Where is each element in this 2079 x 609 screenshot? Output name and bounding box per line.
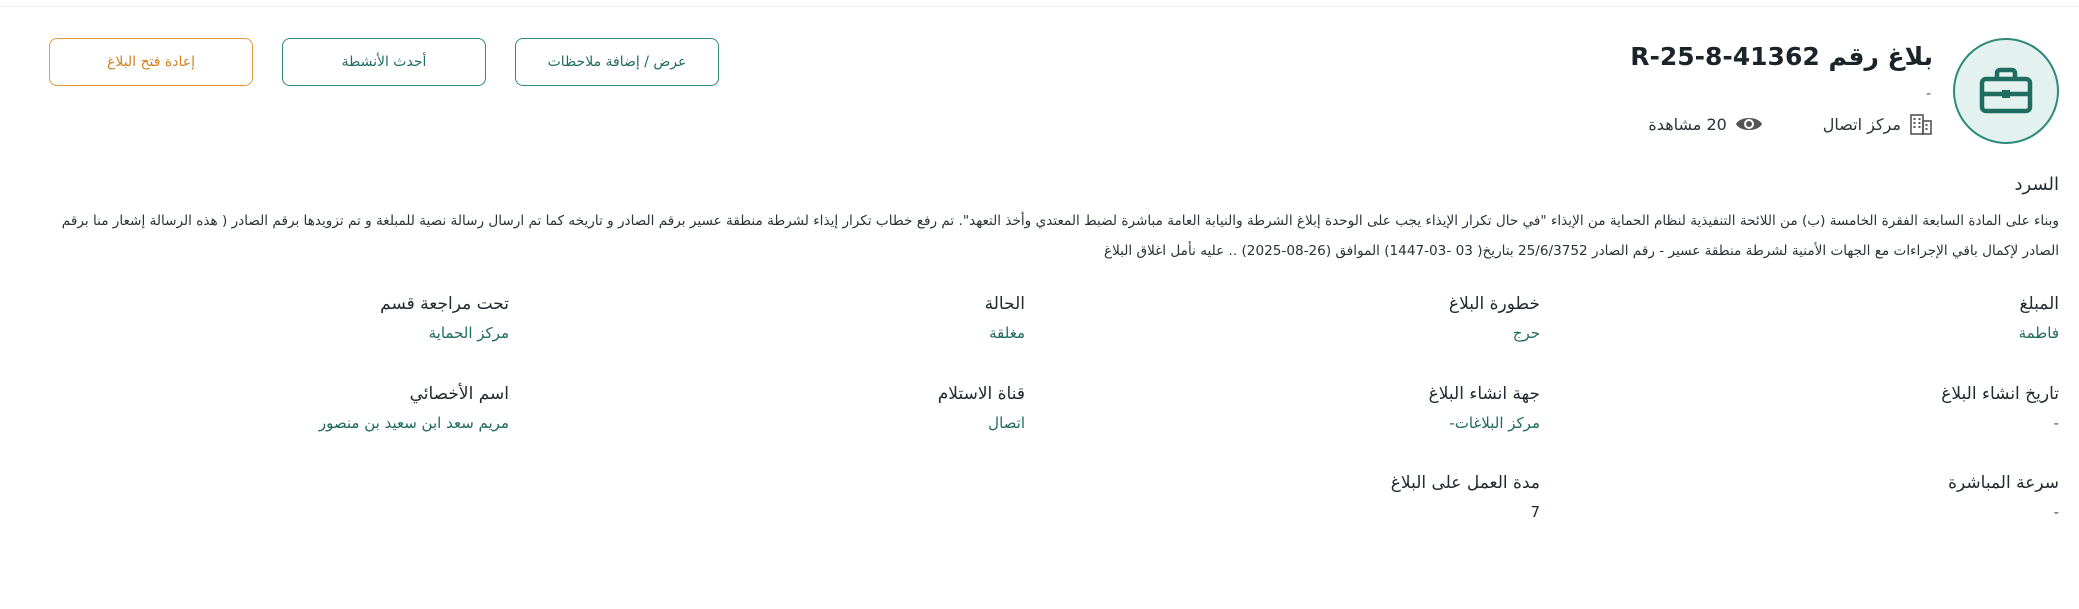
field-value: 7 — [1530, 503, 1540, 521]
field-value: فاطمة — [2018, 324, 2059, 342]
field-value: - — [2053, 503, 2059, 521]
field-review-department — [380, 294, 509, 342]
briefcase-icon — [1978, 67, 2034, 115]
field-label: المبلغ — [2019, 294, 2059, 314]
report-number: R-25-8-41362 — [1630, 42, 1820, 71]
top-divider — [0, 6, 2079, 7]
field-value: مغلقة — [989, 324, 1025, 342]
field-label: جهة انشاء البلاغ — [1428, 384, 1540, 404]
field-work-duration — [1391, 473, 1540, 521]
field-specialist — [319, 384, 509, 432]
field-created-by — [1429, 384, 1540, 432]
latest-activities-button[interactable]: أحدث الأنشطة — [282, 38, 486, 86]
field-label: تاريخ انشاء البلاغ — [1941, 384, 2059, 404]
report-title — [1630, 42, 1933, 71]
field-value: مريم سعد ابن سعيد بن منصور — [318, 414, 509, 432]
eye-icon — [1735, 114, 1763, 134]
field-severity — [1449, 294, 1540, 342]
view-add-notes-button[interactable]: عرض / إضافة ملاحظات — [515, 38, 719, 86]
field-label: قناة الاستلام — [937, 384, 1025, 404]
source-info — [1823, 112, 1933, 136]
field-value: حرج — [1512, 324, 1540, 342]
report-avatar — [1953, 38, 2059, 144]
field-reporter — [2019, 294, 2059, 342]
report-title-prefix: بلاغ رقم — [1828, 42, 1933, 71]
field-channel — [938, 384, 1025, 432]
field-label: مدة العمل على البلاغ — [1390, 473, 1540, 493]
field-value: - — [2053, 414, 2059, 432]
views-info — [1648, 114, 1762, 134]
report-meta — [1648, 112, 1933, 136]
reopen-report-button[interactable]: إعادة فتح البلاغ — [49, 38, 253, 86]
source-label: مركز اتصال — [1822, 114, 1901, 134]
field-label: خطورة البلاغ — [1448, 294, 1540, 314]
field-label: الحالة — [984, 294, 1025, 314]
field-created-date — [1941, 384, 2059, 432]
report-subtitle: - — [1925, 86, 1931, 102]
field-response-speed — [1948, 473, 2059, 521]
building-icon — [1909, 112, 1933, 136]
field-value: مركز البلاغات- — [1449, 414, 1540, 432]
field-value: اتصال — [988, 414, 1025, 432]
narrative-title: السرد — [2014, 174, 2059, 195]
field-label: تحت مراجعة قسم — [380, 294, 509, 314]
narrative-text: وبناء على المادة السابعة الفقرة الخامسة (ب) من اللائحة التنفيذية لنظام الحماية من الإيذاء "في حال تكرار الإيذاء يجب على الوحدة إبلاغ الشرطة والنيابة العامة مباشرة لضبط المعتدي وأخذ التعهد". تم رفع خطاب تكرار إيذاء لشرطة منطقة عسير برقم الصادر و تاريخه كما تم ارسال رسالة نصية للمبلغة و تم تزويدها برقم الصادر ( هذه الرسالة إشعار منا برقم الصادر لإكمال باقي الإجراءات مع الجهات الأمنية لشرطة منطقة عسير - رقم الصادر 25/6/3752 بتاريخ( 03 -03-1447) الموافق (26-08-2025) .. عليه نأمل اغلاق البلاغ — [61, 213, 2059, 259]
field-status — [985, 294, 1025, 342]
views-count: 20 مشاهدة — [1648, 114, 1727, 134]
field-value: مركز الحماية — [428, 324, 509, 342]
field-label: سرعة المباشرة — [1948, 473, 2059, 493]
field-label: اسم الأخصائي — [409, 384, 509, 404]
